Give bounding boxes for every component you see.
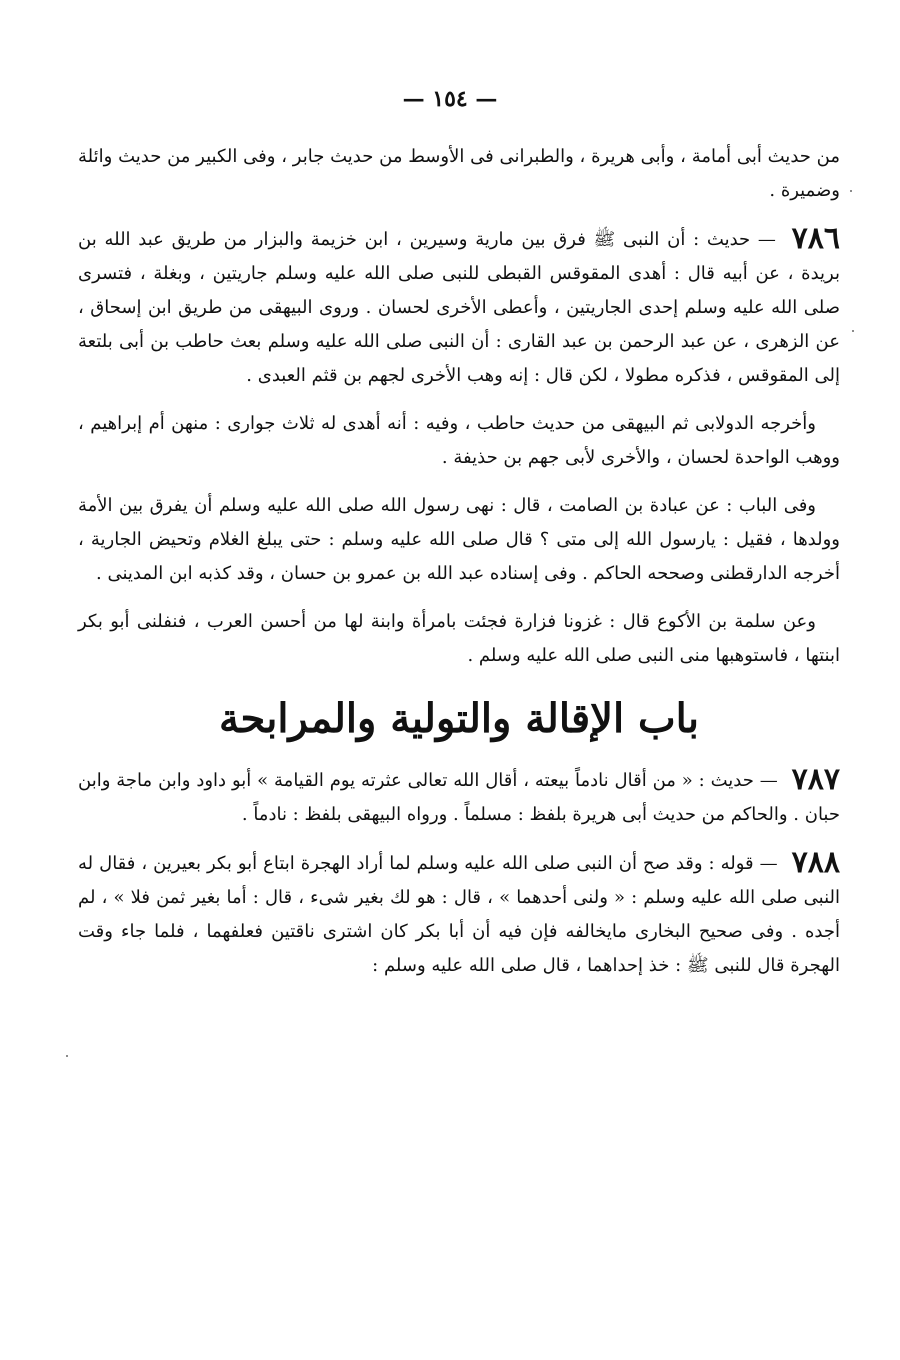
- hadith-788: [78, 846, 840, 983]
- paragraph-dulabi: [78, 407, 840, 475]
- hadith-number: ٧٨٦: [791, 221, 840, 256]
- hadith-number: ٧٨٧: [791, 762, 840, 797]
- paragraph-fil-bab: [78, 489, 840, 591]
- scan-speck: [852, 330, 854, 332]
- hadith-787: [78, 763, 840, 832]
- paragraph-text: وعن سلمة بن الأكوع قال : غزونا فزارة فجئت بامرأة وابنة لها من أحسن العرب ، فنفلنى أبو بكر ابنتها ، فاستوهبها منى النبى صلى الله عليه وسلم .: [78, 611, 840, 666]
- chapter-title: باب الإقالة والتولية والمرابحة: [219, 695, 699, 742]
- paragraph-text: وفى الباب : عن عبادة بن الصامت ، قال : نهى رسول الله صلى الله عليه وسلم أن يفرق بين الأمة وولدها ، فقيل : يارسول الله إلى متى ؟ قال صلى الله عليه وسلم : حتى يبلغ الغلام وتحيض الجارية ، أخرجه الدارقطنى وصححه الحاكم . وفى إسناده عبد الله بن عمرو بن حسان ، وقد كذبه ابن المدينى .: [78, 495, 840, 584]
- paragraph-salama: [78, 605, 840, 673]
- paragraph-text: وأخرجه الدولابى ثم البيهقى من حديث حاطب ، وفيه : أنه أهدى له ثلاث جوارى : منهن أم إبراهيم ، ووهب الواحدة لحسان ، والأخرى لأبى جهم بن حذيفة .: [78, 413, 840, 468]
- paragraph-continuation: [78, 140, 840, 208]
- paragraph-text: من حديث أبى أمامة ، وأبى هريرة ، والطبرانى فى الأوسط من حديث جابر ، وفى الكبير من حديث وائلة وضميرة .: [78, 146, 840, 201]
- hadith-text: — قوله : وقد صح أن النبى صلى الله عليه وسلم لما أراد الهجرة ابتاع أبو بكر بعيرين ، فقال له النبى صلى الله عليه وسلم : « ولنى أحدهما » ، قال : هو لك بغير شىء ، قال : أما بغير ثمن فلا » ، لم أجده . وفى صحيح البخارى مايخالفه فإن فيه أن أبا بكر كان اشترى ناقتين فعلفهما ، فلما جاء وقت الهجرة قال للنبى ﷺ : خذ إحداهما ، قال صلى الله عليه وسلم :: [78, 853, 840, 976]
- hadith-number: ٧٨٨: [791, 845, 840, 880]
- hadith-text: — حديث : أن النبى ﷺ فرق بين مارية وسيرين ، ابن خزيمة والبزار من طريق عبد الله بن بريدة ، عن أبيه قال : أهدى المقوقس القبطى للنبى صلى الله عليه وسلم جاريتين ، وبغلة ، فتسرى صلى الله عليه وسلم إحدى الجاريتين ، وأعطى الأخرى لحسان . وروى البيهقى من طريق ابن إسحاق ، عن الزهرى ، عن عبد الرحمن بن عبد القارى : أن النبى صلى الله عليه وسلم بعث حاطب بن أبى بلتعة إلى المقوقس ، فذكره مطولا ، لكن قال : إنه وهب الأخرى لجهم بن قثم العبدى .: [78, 229, 840, 386]
- scan-speck: [850, 190, 852, 192]
- scan-speck: [66, 1055, 68, 1057]
- hadith-text: — حديث : « من أقال نادماً بيعته ، أقال الله تعالى عثرته يوم القيامة » أبو داود وابن ماجة وابن حبان . والحاكم من حديث أبى هريرة بلفظ : مسلماً . ورواه البيهقى بلفظ : نادماً .: [78, 770, 840, 825]
- hadith-786: [78, 222, 840, 393]
- page-body: [78, 140, 840, 997]
- page-number: — ١٥٤ —: [402, 86, 498, 112]
